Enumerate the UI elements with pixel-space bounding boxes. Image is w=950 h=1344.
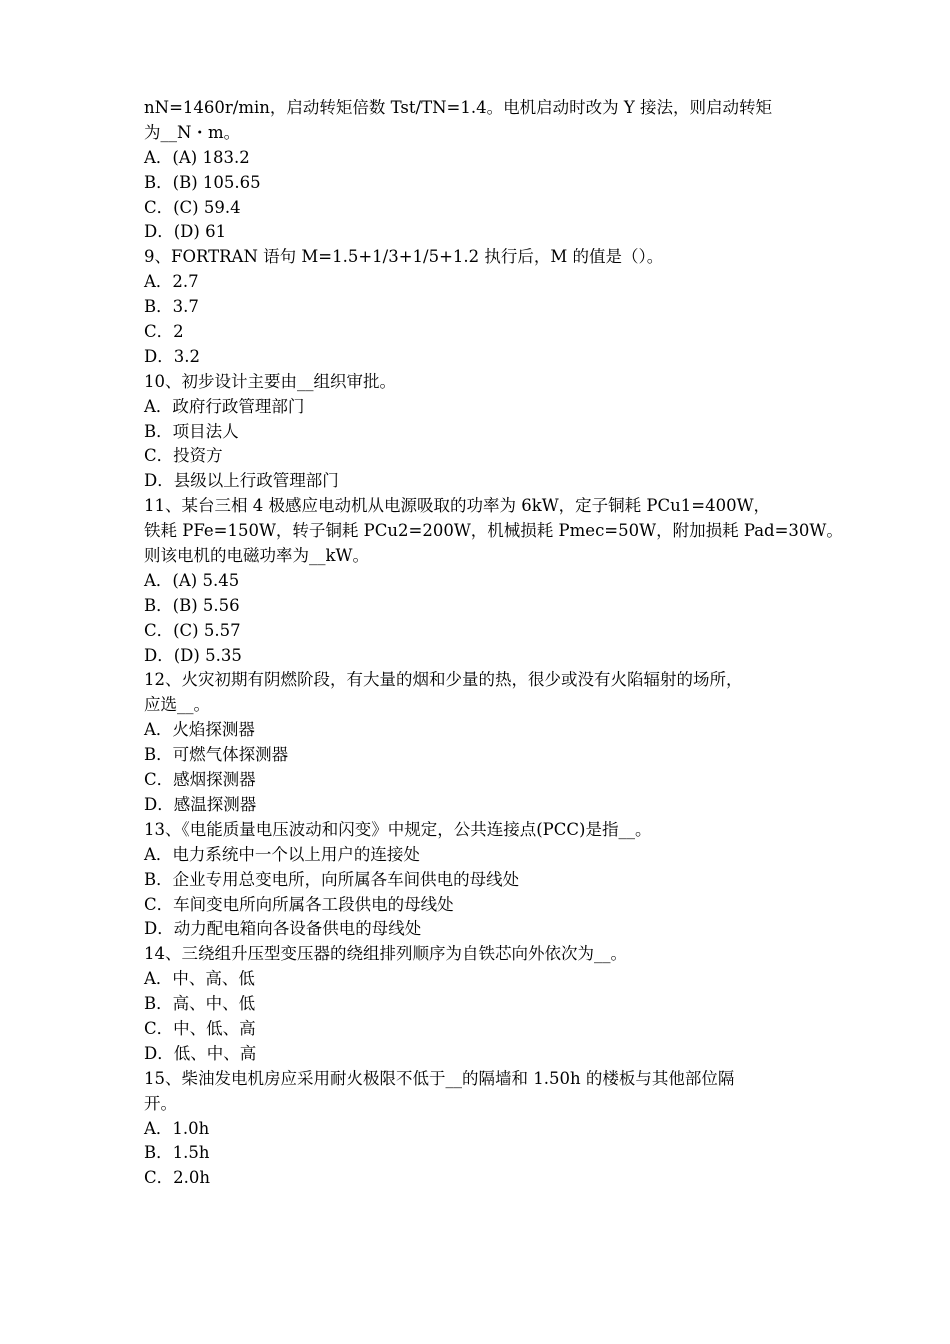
option-line: D．(D) 61 (144, 222, 227, 242)
question-line: 则该电机的电磁功率为__kW。 (144, 546, 369, 566)
option-line: D．感温探测器 (144, 794, 257, 814)
question-line: 11、某台三相 4 极感应电动机从电源吸取的功率为 6kW，定子铜耗 PCu1=400W， (144, 496, 771, 516)
question-line: 12、火灾初期有阴燃阶段，有大量的烟和少量的热，很少或没有火陷辐射的场所， (144, 670, 743, 690)
option-line: C．车间变电所向所属各工段供电的母线处 (144, 894, 454, 914)
option-line: D．动力配电箱向各设备供电的母线处 (144, 919, 422, 939)
option-line: A．1.0h (144, 1118, 210, 1138)
text-line: nN=1460r/min，启动转矩倍数 Tst/TN=1.4。电机启动时改为 Y 接法，则启动转矩 (144, 98, 772, 117)
option-line: D．3.2 (144, 346, 200, 366)
option-line: C．2.0h (144, 1168, 210, 1188)
option-line: B．企业专用总变电所，向所属各车间供电的母线处 (144, 869, 520, 889)
question-line: 铁耗 PFe=150W，转子铜耗 PCu2=200W，机械损耗 Pmec=50W，附加损耗 Pad=30W。 (144, 521, 843, 541)
option-line: A．(A) 5.45 (144, 570, 240, 590)
question-line: 应选__。 (144, 695, 210, 715)
option-line: B．(B) 105.65 (144, 172, 261, 192)
option-line: B．1.5h (144, 1143, 210, 1163)
option-line: A．中、高、低 (144, 969, 255, 989)
option-line: C．投资方 (144, 446, 223, 466)
question-line: 14、三绕组升压型变压器的绕组排列顺序为自铁芯向外依次为__。 (144, 944, 627, 964)
option-line: C．中、低、高 (144, 1018, 256, 1038)
option-line: D．低、中、高 (144, 1043, 257, 1063)
question-line: 15、柴油发电机房应采用耐火极限不低于__的隔墙和 1.50h 的楼板与其他部位隔 (144, 1068, 735, 1088)
option-line: A．政府行政管理部门 (144, 396, 305, 416)
question-line: 13、《电能质量电压波动和闪变》中规定，公共连接点(PCC)是指__。 (144, 819, 652, 839)
option-line: D．(D) 5.35 (144, 645, 242, 665)
option-line: B．高、中、低 (144, 994, 256, 1014)
option-line: A．电力系统中一个以上用户的连接处 (144, 844, 420, 864)
text-line: 为__N・m。 (144, 122, 241, 142)
option-line: C．感烟探测器 (144, 770, 256, 790)
question-line: 9、FORTRAN 语句 M=1.5+1/3+1/5+1.2 执行后，M 的值是（）。 (144, 247, 664, 267)
option-line: B．(B) 5.56 (144, 595, 240, 615)
option-line: B．可燃气体探测器 (144, 745, 289, 765)
question-line: 开。 (144, 1093, 177, 1113)
option-line: C．(C) 5.57 (144, 620, 241, 640)
option-line: C．(C) 59.4 (144, 197, 241, 217)
option-line: A．2.7 (144, 272, 199, 292)
option-line: A．火焰探测器 (144, 720, 255, 740)
option-line: C．2 (144, 322, 184, 342)
option-line: D．县级以上行政管理部门 (144, 471, 339, 491)
question-line: 10、初步设计主要由__组织审批。 (144, 371, 396, 391)
document-page (144, 96, 843, 1191)
option-line: B．项目法人 (144, 421, 239, 441)
option-line: A．(A) 183.2 (144, 147, 250, 167)
option-line: B．3.7 (144, 297, 199, 317)
